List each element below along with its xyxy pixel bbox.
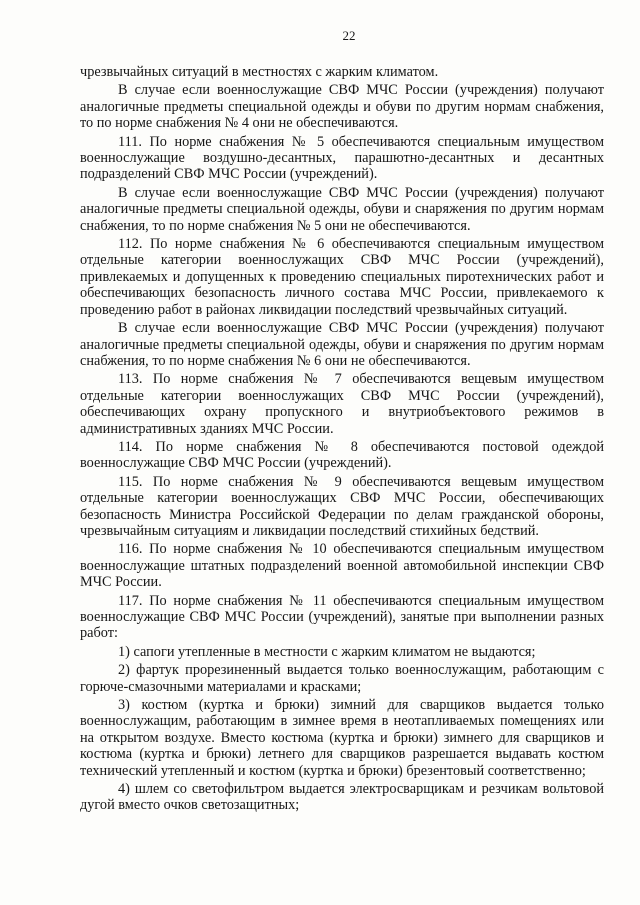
- paragraph: 112. По норме снабжения № 6 обеспечиваются специальным имуществом отдельные категории военнослужащих СВФ МЧС России (учреждений), привлекаемых и допущенных к проведению специальных пиротехнических работ и обеспечивающих безопасность личного состава МЧС России, привлекаемого к проведению работ в районах ликвидации последствий чрезвычайных ситуаций.: [80, 236, 604, 318]
- paragraph: 117. По норме снабжения № 11 обеспечиваются специальным имуществом военнослужащие СВФ МЧС России (учреждений), занятые при выполнении разных работ:: [80, 592, 604, 642]
- paragraph: В случае если военнослужащие СВФ МЧС России (учреждения) получают аналогичные предметы специальной одежды, обуви и снаряжения по другим нормам снабжения, то по норме снабжения № 6 они не обеспечиваются.: [80, 320, 604, 369]
- paragraph: 113. По норме снабжения № 7 обеспечиваются вещевым имуществом отдельные категории военнослужащих СВФ МЧС России (учреждений), обеспечивающих охрану пропускного и внутриобъектового режимов в административных зданиях МЧС России.: [80, 371, 604, 437]
- paragraph: 116. По норме снабжения № 10 обеспечиваются специальным имуществом военнослужащие штатных подразделений военной автомобильной инспекции СВФ МЧС России.: [80, 541, 604, 591]
- list-item: 3) костюм (куртка и брюки) зимний для сварщиков выдается только военнослужащим, работающим в зимнее время в неотапливаемых помещениях или на открытом воздухе. Вместо костюма (куртка и брюки) зимнего для сварщиков и костюма (куртка и брюки) летнего для сварщиков разрешается выдавать костюм технический утепленный и костюм (куртка и брюки) брезентовый соответственно;: [80, 697, 604, 779]
- list-item: 2) фартук прорезиненный выдается только военнослужащим, работающим с горюче-смазочными материалами и красками;: [80, 662, 604, 695]
- paragraph: 111. По норме снабжения № 5 обеспечиваются специальным имуществом военнослужащие воздушно-десантных, парашютно-десантных и десантных подразделений СВФ МЧС России (учреждений).: [80, 133, 604, 183]
- list-item: 1) сапоги утепленные в местности с жарким климатом не выдаются;: [118, 643, 536, 660]
- paragraph: 114. По норме снабжения № 8 обеспечиваются постовой одеждой военнослужащие СВФ МЧС России (учреждений).: [80, 438, 604, 472]
- page-number: 22: [342, 28, 356, 43]
- paragraph: В случае если военнослужащие СВФ МЧС России (учреждения) получают аналогичные предметы специальной одежды и обуви по другим нормам снабжения, то по норме снабжения № 4 они не обеспечиваются.: [80, 82, 604, 132]
- list-item: 4) шлем со светофильтром выдается электросварщикам и резчикам вольтовой дугой вместо очков светозащитных;: [80, 781, 604, 814]
- paragraph: В случае если военнослужащие СВФ МЧС России (учреждения) получают аналогичные предметы специальной одежды, обуви и снаряжения по другим нормам снабжения, то по норме снабжения № 5 они не обеспечиваются.: [80, 184, 604, 234]
- paragraph: чрезвычайных ситуаций в местностях с жарким климатом.: [80, 64, 439, 80]
- paragraph: 115. По норме снабжения № 9 обеспечиваются вещевым имуществом отдельные категории военнослужащих СВФ МЧС России, обеспечивающих безопасность Министра Российской Федерации по делам гражданской обороны, чрезвычайным ситуациям и ликвидации последствий стихийных бедствий.: [80, 473, 604, 539]
